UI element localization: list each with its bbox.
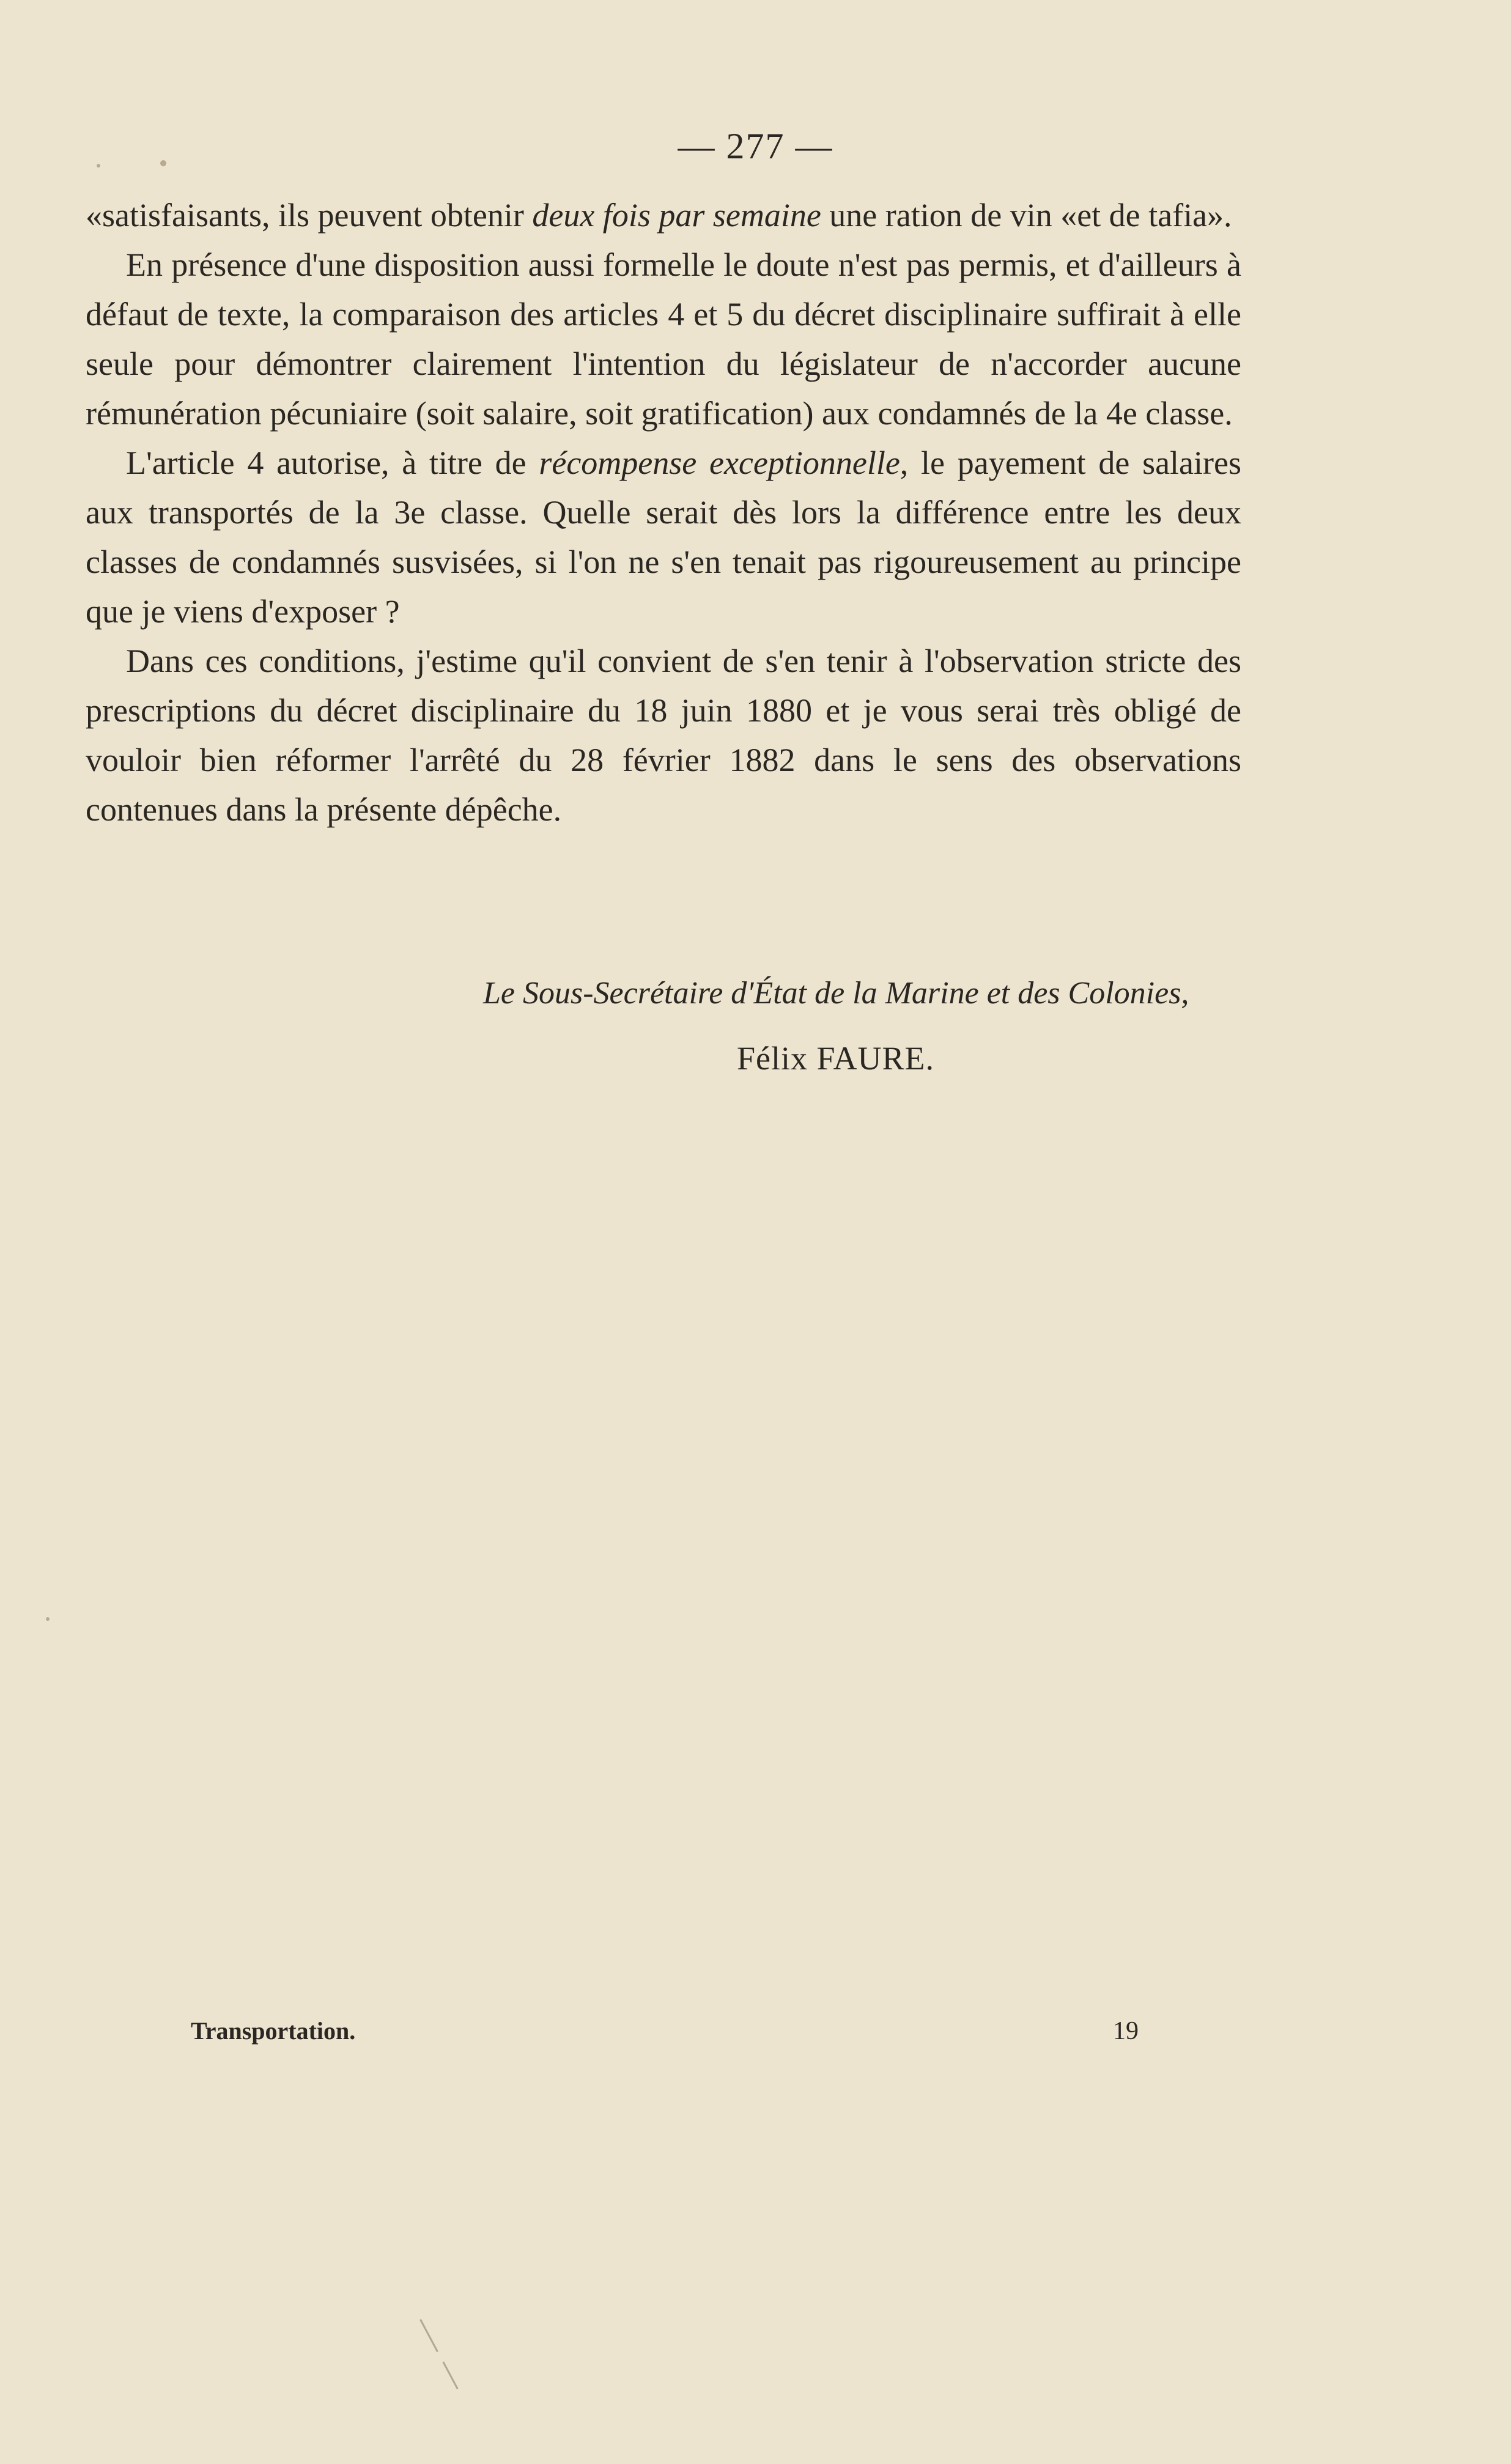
paper-speck: [97, 164, 100, 168]
signature-title: Le Sous-Secrétaire d'État de la Marine et des Colonies,: [483, 976, 1189, 1011]
text-run: , le payement de salaires aux transportés de la 3e classe. Quelle serait dès lors la différence entre les deux classes de condamnés susvisées, si l'on ne s'en tenait pas rigoureusement au principe que je viens d'exposer ?: [86, 444, 1241, 630]
paragraph-4: [86, 636, 1241, 835]
italic-run: récompense exceptionnelle: [539, 444, 900, 481]
paragraph-3: [86, 438, 1241, 636]
text-run: «satisfaisants, ils peuvent obtenir: [86, 197, 533, 234]
paper-scratch: [442, 2361, 458, 2389]
paper-speck: [46, 1617, 50, 1621]
footer-signature-mark: 19: [1113, 2017, 1139, 2045]
footer-section-label: Transportation.: [191, 2017, 356, 2045]
signature-name: Félix FAURE.: [737, 1040, 935, 1077]
paper-speck: [160, 160, 166, 166]
paragraph-1: [86, 191, 1241, 240]
page-number-header: — 277 —: [678, 126, 833, 166]
letter-body: [86, 191, 1241, 835]
text-run: une ration de vin «et de tafia».: [821, 197, 1232, 234]
paragraph-2: [86, 240, 1241, 438]
text-run: Dans ces conditions, j'estime qu'il convient de s'en tenir à l'observation stricte des prescriptions du décret disciplinaire du 18 juin 1880 et je vous serai très obligé de vouloir bien réformer l'arrêté du 28 février 1882 dans le sens des observations contenues dans la présente dépêche.: [86, 643, 1241, 828]
text-run: En présence d'une disposition aussi formelle le doute n'est pas permis, et d'ailleurs à défaut de texte, la comparaison des articles 4 et 5 du décret disciplinaire suffirait à elle seule pour démontrer clairement l'intention du législateur de n'accorder aucune rémunération pécuniaire (soit salaire, soit gratification) aux condamnés de la 4e classe.: [86, 246, 1241, 432]
italic-run: deux fois par semaine: [532, 197, 821, 234]
text-run: L'article 4 autorise, à titre de: [126, 444, 539, 481]
paper-scratch: [419, 2319, 438, 2352]
